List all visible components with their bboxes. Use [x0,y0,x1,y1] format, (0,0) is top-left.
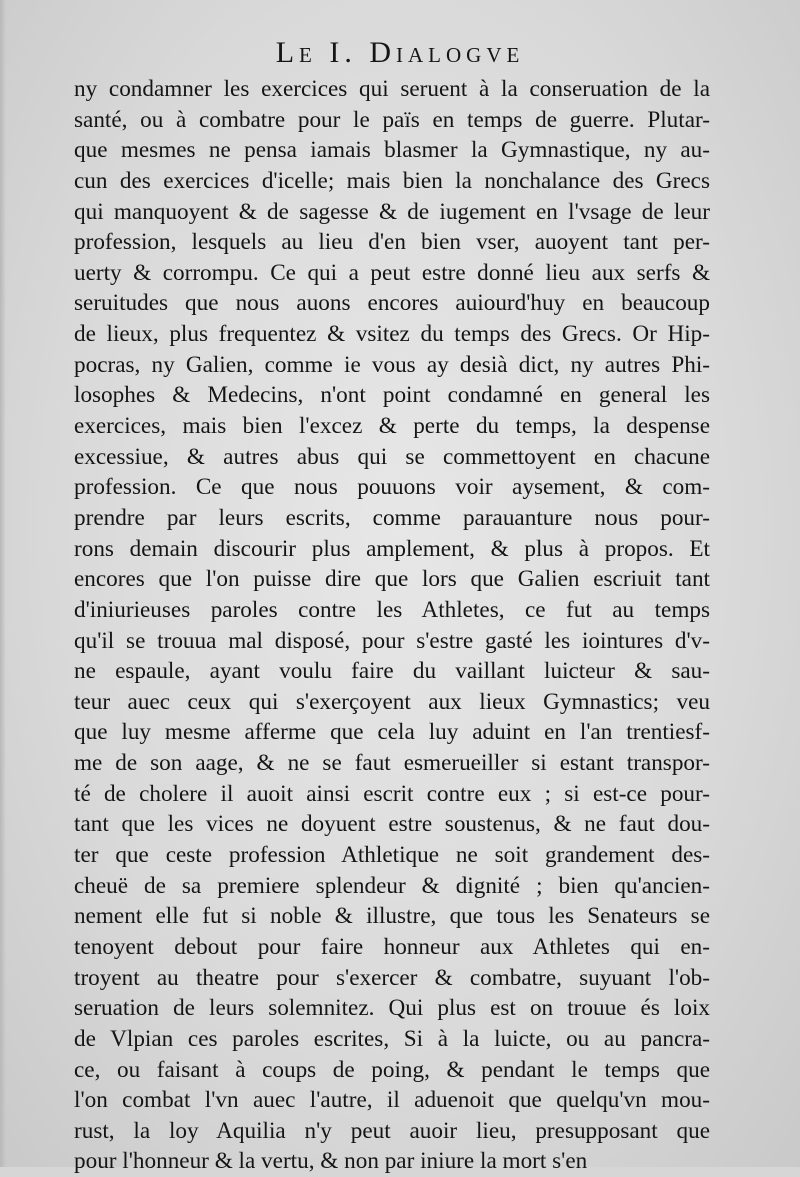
text-line: seruitudes que nous auons encores auiourd'huy en beaucoup [74,290,710,317]
text-line: troyent au theatre pour s'exercer & combatre, suyuant l'ob- [74,964,710,991]
text-line: excessiue, & autres abus qui se commettoyent en chacune [74,443,710,470]
text-line: cun des exercices d'icelle; mais bien la nonchalance des Grecs [74,167,710,194]
text-line: de Vlpian ces paroles escrites, Si à la luicte, ou au pancra- [74,1025,710,1052]
text-line: ce, ou faisant à coups de poing, & pendant le temps que [74,1056,710,1083]
text-line: exercices, mais bien l'excez & perte du temps, la despense [74,413,710,440]
text-line: prendre par leurs escrits, comme parauanture nous pour- [74,504,710,531]
text-line: qu'il se trouua mal disposé, pour s'estre gasté les iointures d'v- [74,627,710,654]
text-line: cheuë de sa premiere splendeur & dignité ; bien qu'ancien- [74,872,710,899]
text-line: me de son aage, & ne se faut esmerueiller si estant transpor- [74,750,710,777]
running-title: Le I. Dialogve [275,36,525,69]
text-line: rons demain discourir plus amplement, & plus à propos. Et [74,535,710,562]
page-edge-shadow [0,0,6,1167]
text-line: té de cholere il auoit ainsi escrit contre eux ; si est-ce pour- [74,780,710,807]
text-line: teur auec ceux qui s'exerçoyent aux lieux Gymnastics; veu [74,688,710,715]
text-line: ny condamner les exercices qui seruent à la conseruation de la [74,76,710,102]
text-line: l'on combat l'vn auec l'autre, il aduenoit que quelqu'vn mou- [74,1087,710,1114]
text-line: d'iniurieuses paroles contre les Athletes, ce fut au temps [74,596,710,623]
text-line: profession. Ce que nous pouuons voir aysement, & com- [74,474,710,501]
text-line: encores que l'on puisse dire que lors que Galien escriuit tant [74,566,710,593]
text-line: ne espaule, ayant voulu faire du vaillant luicteur & sau- [74,658,710,685]
text-line: santé, ou à combatre pour le païs en temps de guerre. Plutar- [74,106,710,133]
text-line: qui manquoyent & de sagesse & de iugement en l'vsage de leur [74,198,710,225]
body-text [74,74,710,1177]
text-line: nement elle fut si noble & illustre, que tous les Senateurs se [74,903,710,930]
text-line: que mesmes ne pensa iamais blasmer la Gymnastique, ny au- [74,137,710,164]
text-line: ter que ceste profession Athletique ne soit grandement des- [74,842,710,869]
text-line: rust, la loy Aquilia n'y peut auoir lieu, presupposant que [74,1117,710,1144]
text-line: que luy mesme afferme que cela luy aduint en l'an trentiesf- [74,719,710,746]
text-line: seruation de leurs solemnitez. Qui plus est on trouue és loix [74,995,710,1022]
text-line: pocras, ny Galien, comme ie vous ay desià dict, ny autres Phi- [74,351,710,378]
text-line: tenoyent debout pour faire honneur aux Athletes qui en- [74,933,710,960]
text-line: de lieux, plus frequentez & vsitez du temps des Grecs. Or Hip- [74,321,710,348]
text-line: tant que les vices ne doyuent estre soustenus, & ne faut dou- [74,811,710,838]
text-line: losophes & Medecins, n'ont point condamné en general les [74,382,710,409]
text-line: profession, lesquels au lieu d'en bien vser, auoyent tant per- [74,229,710,256]
text-line: uerty & corrompu. Ce qui a peut estre donné lieu aux serfs & [74,259,710,286]
text-line: pour l'honneur & la vertu, & non par iniure la mort s'en [74,1148,588,1175]
